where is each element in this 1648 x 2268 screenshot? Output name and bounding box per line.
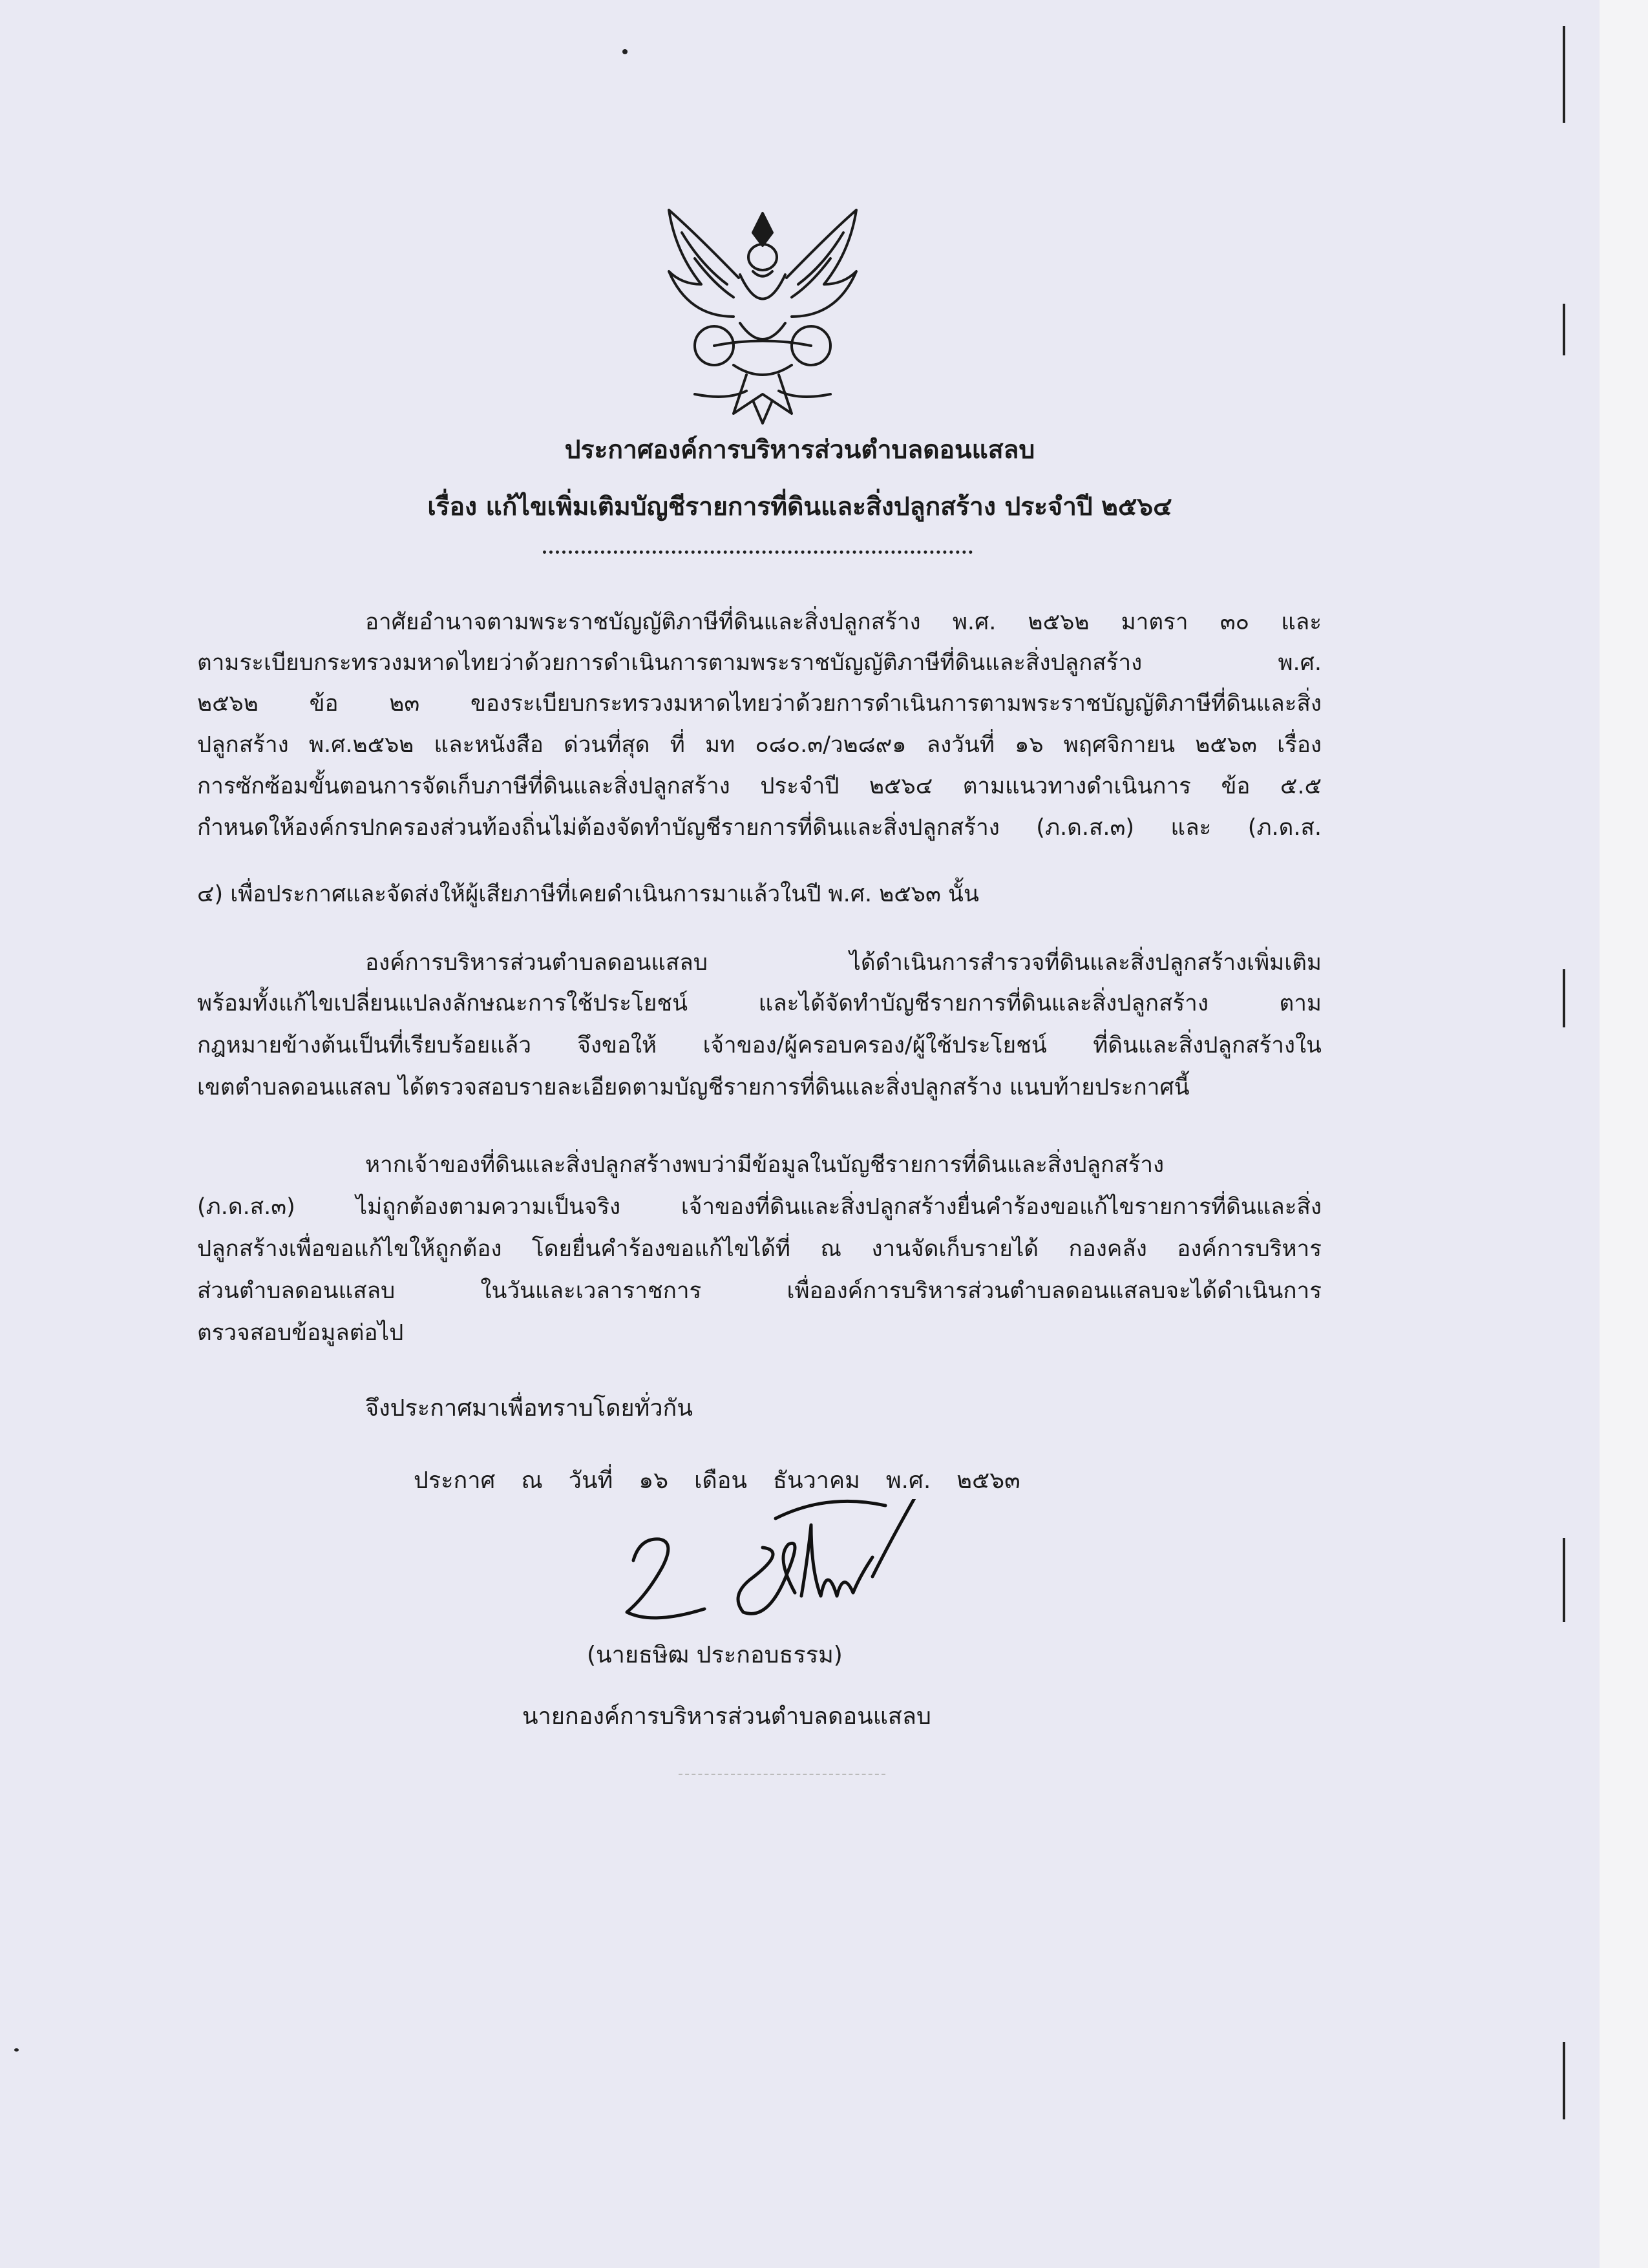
paragraph-line: (ภ.ด.ส.๓) ไม่ถูกต้องตามความเป็นจริง เจ้าของที่ดินและสิ่งปลูกสร้างยื่นคำร้องขอแก้ไขรายการที่ดินและสิ่ง [197, 1194, 1322, 1220]
paragraph-line: ส่วนตำบลดอนแสลบ ในวันและเวลาราชการ เพื่อองค์การบริหารส่วนตำบลดอนแสลบจะได้ดำเนินการ [197, 1278, 1322, 1304]
scan-edge-mark [1563, 304, 1565, 355]
paragraph-line: พร้อมทั้งแก้ไขเปลี่ยนแปลงลักษณะการใช้ประโยชน์ และได้จัดทำบัญชีรายการที่ดินและสิ่งปลูกสร้าง ตาม [197, 991, 1322, 1016]
paragraph-line: ปลูกสร้าง พ.ศ.๒๕๖๒ และหนังสือ ด่วนที่สุด ที่ มท ๐๘๐.๓/ว๒๘๙๑ ลงวันที่ ๑๖ พฤศจิกายน ๒๕๖๓ เรื่อง [197, 732, 1322, 758]
signer-name: (นายธษิฒ ประกอบธรรม) [587, 1642, 843, 1668]
signer-position: นายกองค์การบริหารส่วนตำบลดอนแสลบ [522, 1703, 931, 1730]
paragraph-line: การซักซ้อมขั้นตอนการจัดเก็บภาษีที่ดินและสิ่งปลูกสร้าง ประจำปี ๒๕๖๔ ตามแนวทางดำเนินการ ข้อ ๕.๕ [197, 773, 1322, 799]
scan-edge-mark [1563, 26, 1565, 123]
paragraph-line: หากเจ้าของที่ดินและสิ่งปลูกสร้างพบว่ามีข้อมูลในบัญชีรายการที่ดินและสิ่งปลูกสร้าง [365, 1152, 1165, 1178]
date-month-label: เดือน [694, 1467, 747, 1494]
date-prefix: ประกาศ [414, 1467, 496, 1494]
paragraph-line: ตามระเบียบกระทรวงมหาดไทยว่าด้วยการดำเนินการตามพระราชบัญญัติภาษีที่ดินและสิ่งปลูกสร้าง พ.ศ. [197, 650, 1322, 676]
scan-edge-mark [1563, 969, 1565, 1027]
scan-edge-mark [1563, 2042, 1565, 2119]
paragraph-line: ๔) เพื่อประกาศและจัดส่งให้ผู้เสียภาษีที่เคยดำเนินการมาแล้วในปี พ.ศ. ๒๕๖๓ นั้น [197, 881, 979, 907]
paragraph-line: ปลูกสร้างเพื่อขอแก้ไขให้ถูกต้อง โดยยื่นคำร้องขอแก้ไขได้ที่ ณ งานจัดเก็บรายได้ กองคลัง องค์การบริหาร [197, 1236, 1322, 1262]
announcement-title: ประกาศองค์การบริหารส่วนตำบลดอนแสลบ [564, 436, 1035, 465]
paragraph-line: กำหนดให้องค์กรปกครองส่วนท้องถิ่นไม่ต้องจัดทำบัญชีรายการที่ดินและสิ่งปลูกสร้าง (ภ.ด.ส.๓) และ (ภ.ด.ส. [197, 815, 1322, 841]
paragraph-line: อาศัยอำนาจตามพระราชบัญญัติภาษีที่ดินและสิ่งปลูกสร้าง พ.ศ. ๒๕๖๒ มาตรา ๓๐ และ [365, 609, 1322, 635]
closing-announcement: จึงประกาศมาเพื่อทราบโดยทั่วกัน [365, 1395, 693, 1422]
scan-margin [1600, 0, 1648, 2268]
paragraph-line: ๒๕๖๒ ข้อ ๒๓ ของระเบียบกระทรวงมหาดไทยว่าด้วยการดำเนินการตามพระราชบัญญัติภาษีที่ดินและสิ่ง [197, 691, 1322, 717]
scan-speck [622, 49, 628, 54]
scan-speck [14, 2048, 19, 2052]
date-year: ๒๕๖๓ [956, 1467, 1020, 1494]
footer-divider [679, 1774, 885, 1775]
paragraph-line: เขตตำบลดอนแสลบ ได้ตรวจสอบรายละเอียดตามบัญชีรายการที่ดินและสิ่งปลูกสร้าง แนบท้ายประกาศนี้ [197, 1075, 1190, 1100]
announcement-date [414, 1462, 1020, 1498]
date-day-label: วันที่ [568, 1467, 613, 1494]
date-at: ณ [521, 1467, 543, 1494]
announcement-subject: เรื่อง แก้ไขเพิ่มเติมบัญชีรายการที่ดินและสิ่งปลูกสร้าง ประจำปี ๒๕๖๔ [427, 492, 1172, 521]
date-era: พ.ศ. [885, 1467, 931, 1494]
dotted-divider [543, 551, 973, 554]
garuda-emblem-icon [656, 207, 869, 426]
paragraph-line: ตรวจสอบข้อมูลต่อไป [197, 1320, 404, 1346]
date-day: ๑๖ [639, 1467, 669, 1494]
scan-edge-mark [1563, 1538, 1565, 1622]
paragraph-line: กฎหมายข้างต้นเป็นที่เรียบร้อยแล้ว จึงขอให้ เจ้าของ/ผู้ครอบครอง/ผู้ใช้ประโยชน์ ที่ดินและสิ่งปลูกสร้างใน [197, 1033, 1322, 1058]
date-month: ธันวาคม [772, 1467, 860, 1494]
paragraph-line: องค์การบริหารส่วนตำบลดอนแสลบ ได้ดำเนินการสำรวจที่ดินและสิ่งปลูกสร้างเพิ่มเติม [365, 950, 1322, 976]
